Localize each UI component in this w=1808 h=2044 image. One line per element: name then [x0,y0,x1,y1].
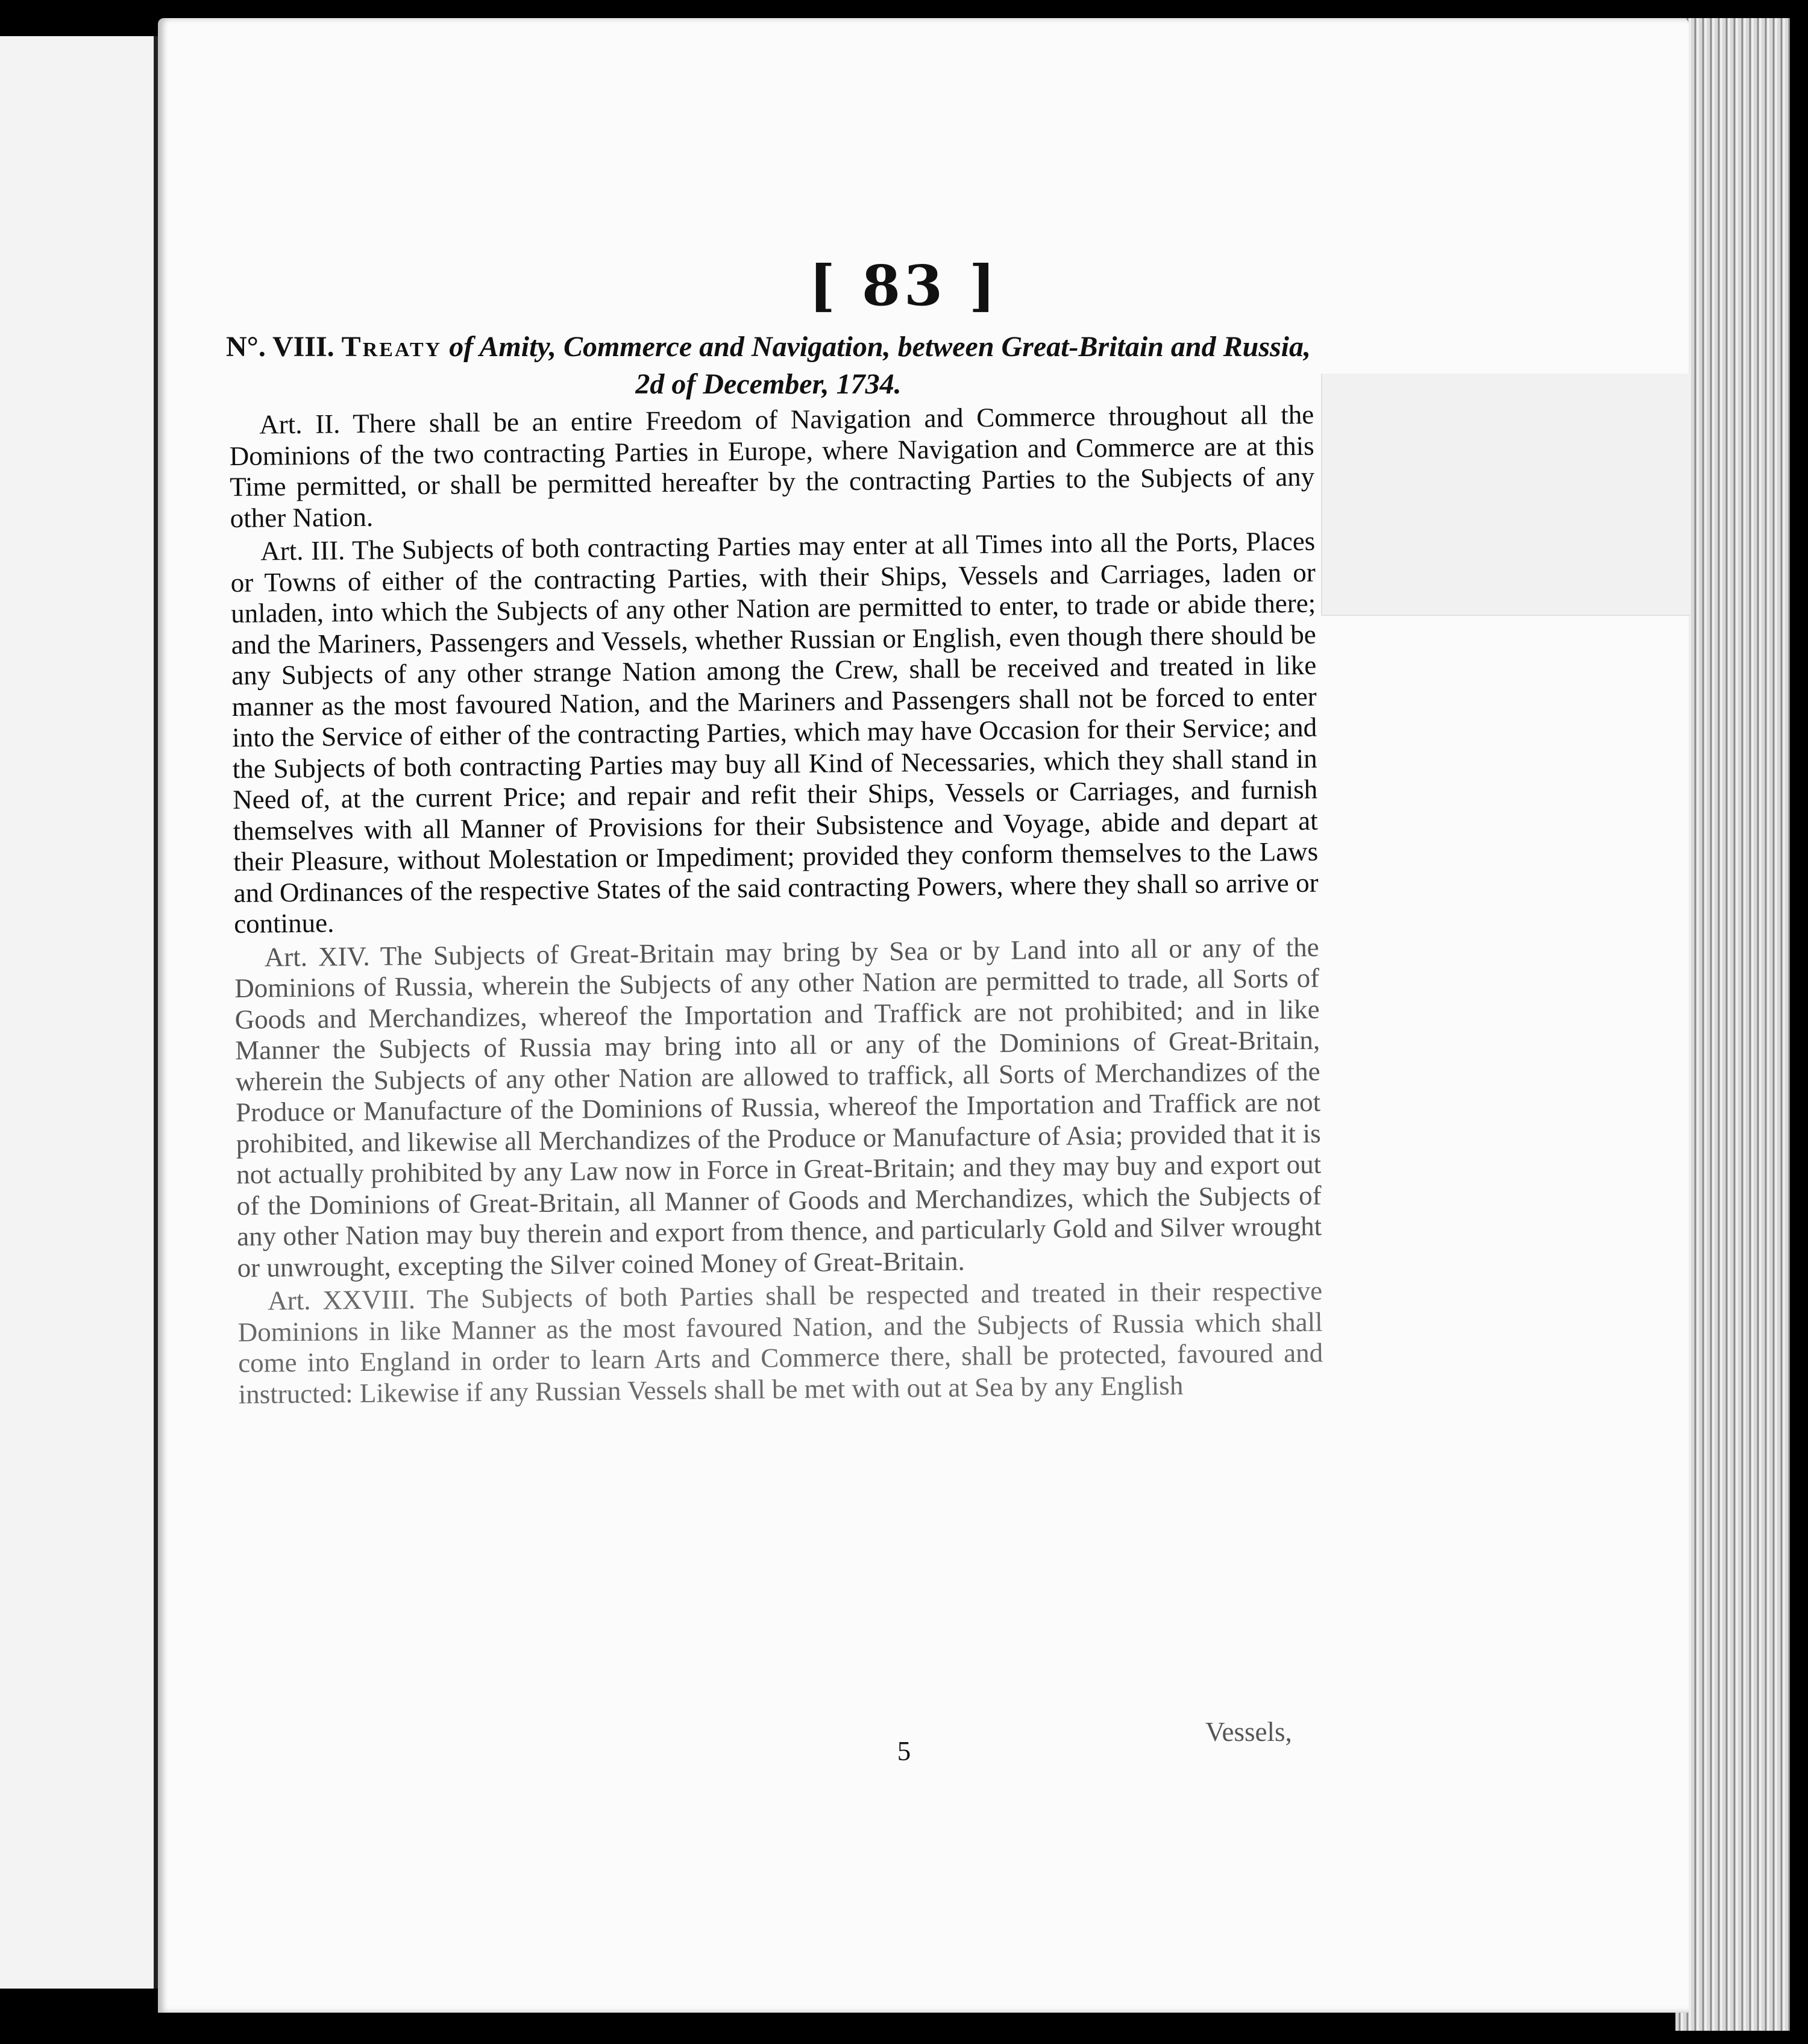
treaty-number: N°. VIII. [225,331,334,363]
treaty-kind: Treaty [341,331,442,363]
article-3: Art. III. The Subjects of both contracting Parties may enter at all Times into all the Ports, Places or Towns of either of the contracting Parties, with their Ships, Vessels and Carriages, laden or unladen, into which the Subjects of any other Nation are permitted to enter, to trade or abide there; and the Mariners, Passengers and Vessels, whether Russian or English, even though there should be any Subjects of any other strange Nation among the Crew, shall be received and treated in like manner as the most favoured Nation, and the Mariners and Passengers shall not be forced to enter into the Service of either of the contracting Parties, which may have Occasion for their Service; and the Subjects of both contracting Parties may buy all Kind of Necessaries, which they shall stand in Need of, at the current Price; and repair and refit their Ships, Vessels or Carriages, and furnish themselves with all Manner of Provisions for their Subsistence and Voyage, abide and depart at their Pleasure, without Molestation or Impediment; provided they conform themselves to the Laws and Ordinances of the respective States of the said contracting Powers, where they shall so arrive or continue. [230,525,1319,939]
bleed-through-area [1321,374,1690,616]
article-28: Art. XXVIII. The Subjects of both Parties shall be respected and treated in their respective Dominions in like Manner as the most favoured Nation, and the Subjects of Russia which shall come into England in order to learn Arts and Commerce there, shall be protected, favoured and instructed: Likewise if any Russian Vessels shall be met with out at Sea by any English [237,1275,1323,1409]
treaty-articles [229,400,1323,1412]
document-title [223,328,1314,403]
page-number: [ 83 ] [809,253,999,318]
article-14: Art. XIV. The Subjects of Great-Britain may bring by Sea or by Land into all or any of the Dominions of Russia, wherein the Subjects of any other Nation are permitted to trade, all Sorts of Goods and Merchandizes, whereof the Importation and Traffick are not prohibited; and in like Manner the Subjects of Russia may bring into all or any of the Dominions of Great-Britain, wherein the Subjects of any other Nation are allowed to traffick, all Sorts of Merchandizes of the Produce or Manufacture of the Dominions of Russia, whereof the Importation and Traffick are not prohibited, and likewise all Merchandizes of the Produce or Manufacture of Asia; provided that it is not actually prohibited by any Law now in Force in Great-Britain; and they may buy and export out of the Dominions of Great-Britain, all Manner of Goods and Merchandizes, which the Subjects of any other Nation may buy therein and export from thence, and particularly Gold and Silver wrought or unwrought, excepting the Silver coined Money of Great-Britain. [234,932,1322,1283]
page-edges-stack [1675,18,1790,2031]
signature-mark: 5 [897,1736,911,1766]
catchword: Vessels, [1205,1717,1292,1747]
left-page-edge [0,36,160,1989]
article-2: Art. II. There shall be an entire Freedom of Navigation and Commerce throughout all the Dominions of the two contracting Parties in Europe, where Navigation and Commerce are at this Time permitted, or shall be permitted hereafter by the contracting Parties to the Subjects of any other Nation. [229,399,1315,533]
treaty-title-rest: of Amity, Commerce and Navigation, between Great-Britain and Russia, 2d of December, 1734. [449,331,1311,400]
